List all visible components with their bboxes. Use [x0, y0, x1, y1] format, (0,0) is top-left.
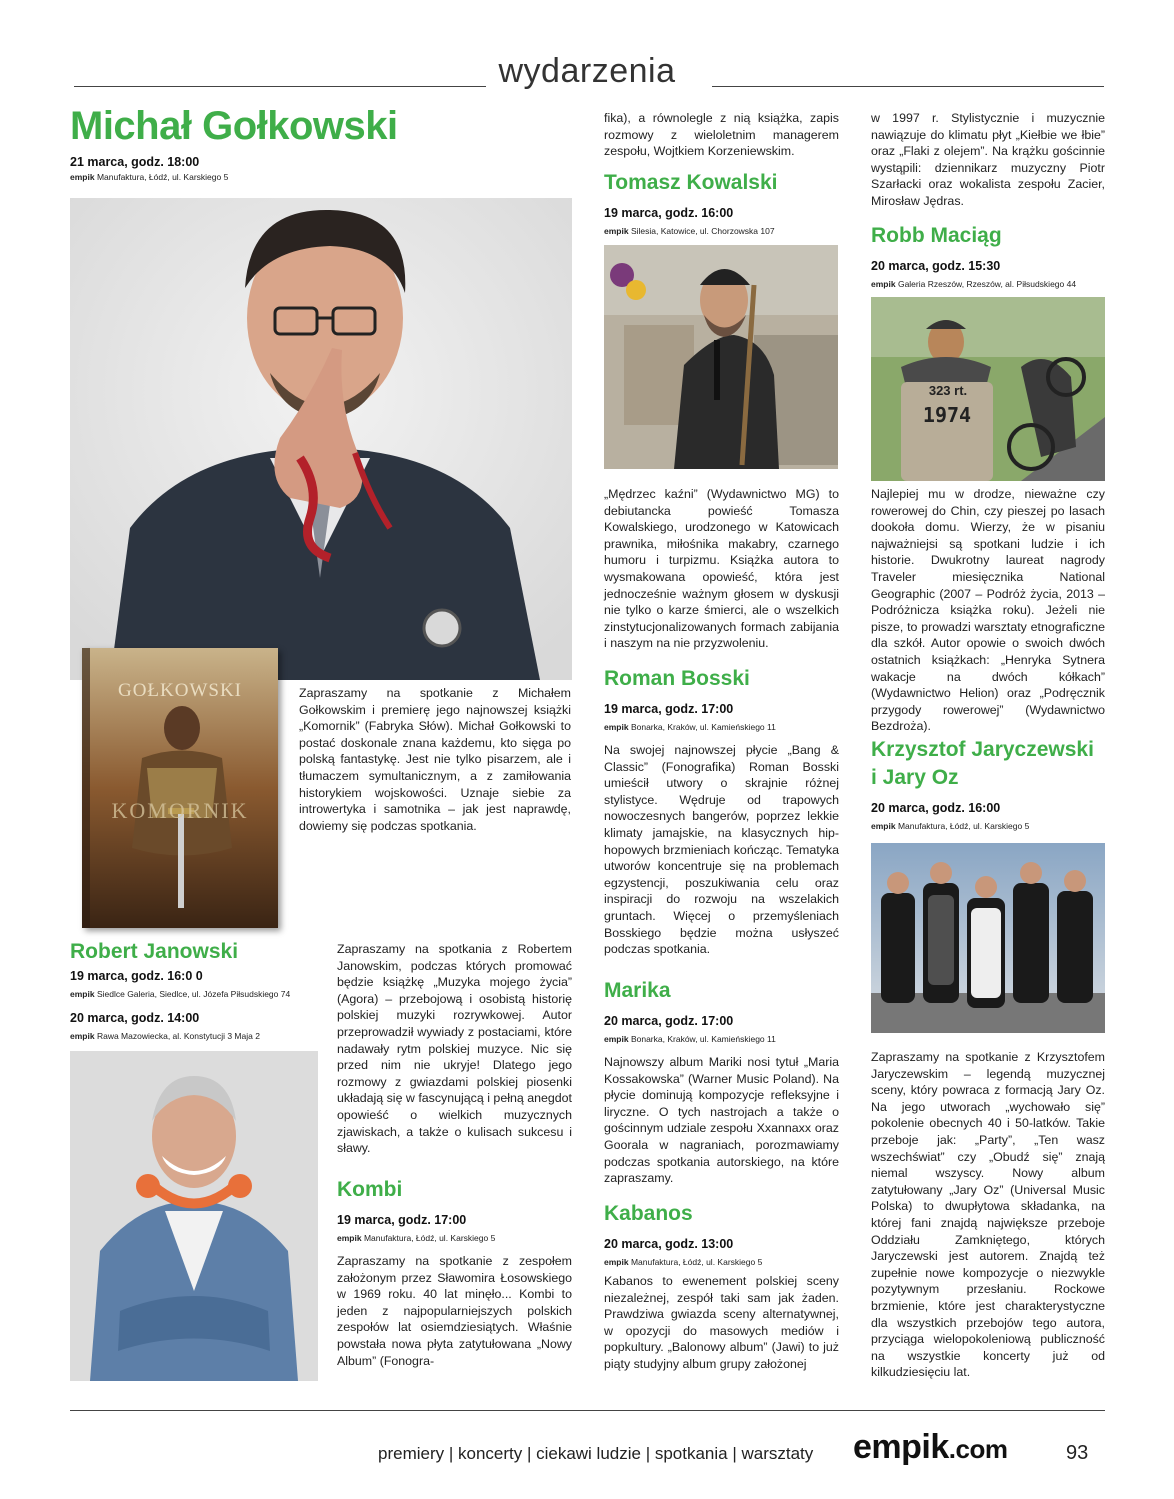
jaryczewski-name-line-2: i Jary Oz [871, 766, 959, 789]
bosski-date: 19 marca, godz. 17:00 [604, 702, 734, 716]
empik-brand: empik [604, 1257, 629, 1267]
golkowski-venue [70, 172, 228, 182]
venue-text: Bonarka, Kraków, ul. Kamieńskiego 11 [630, 722, 776, 732]
empik-brand: empik [70, 989, 95, 999]
empik-brand: empik [604, 226, 629, 236]
maciag-date: 20 marca, godz. 15:30 [871, 259, 1001, 273]
book-author-text: GOŁKOWSKI [117, 680, 243, 701]
janowski-name: Robert Janowski [70, 940, 239, 963]
janowski-text: Zapraszamy na spotkania z Robertem Janowskim, podczas których promować będzie książkę „Muzyka mojego życia” (Agora) – przebojową i osobistą historię polskiej muzyki rozrywkowej. Autor przeprowadził wywiady z postaciami, które nadawały rytm polskiej muzyce. Nic się przed nim nie ukryje! Dlatego jego rozmowy z gwiazdami polskiej piosenki układają się w fascynującą i pełną anegdot opowieść o wielkich muzycznych zjawiskach, a także o kulisach sukcesu i sławy. [337, 942, 572, 1156]
golkowski-photo [70, 198, 572, 680]
footer-rule [70, 1410, 1105, 1411]
venue-text: Manufaktura, Łódź, ul. Karskiego 5 [630, 1257, 763, 1267]
kabanos-text-continued: w 1997 r. Stylistycznie i muzycznie nawiązuje do klimatu płyt „Kiełbie we łbie” oraz „Flaki z olejem”. Na krążku gościnnie wystąpili: dziennikarz muzyczny Piotr Szarłacki oraz wokalista zespołu Zacier, Mirosław Jędras. [871, 111, 1105, 208]
kombi-date: 19 marca, godz. 17:00 [337, 1213, 467, 1227]
page-number: 93 [1066, 1442, 1089, 1464]
empik-brand: empik [871, 279, 896, 289]
marika-text: Najnowszy album Mariki nosi tytuł „Maria Kossakowska” (Warner Music Poland). Na płycie dominują kompozycje refleksyjne i liryczne. O tych nastrojach a także o gościnnym udziale zespołu Xxannaxx oraz Goorala w nagraniach, porozmawiamy podczas spotkania autorskiego, na które zapraszamy. [604, 1055, 839, 1186]
kabanos-name: Kabanos [604, 1202, 693, 1225]
bosski-venue [604, 722, 776, 732]
jaryczewski-name-line-1: Krzysztof Jaryczewski [871, 738, 1094, 761]
janowski-date-2: 20 marca, godz. 14:00 [70, 1011, 200, 1025]
kabanos-text: Kabanos to ewenement polskiej sceny niezależnej, zespół taki sam jak żaden. Prawdziwa gwiazda sceny alternatywnej, w opozycji do masowych mediów i popkultury. „Balonowy album” (Jawi) to już piąty studyjny album grupy założonej [604, 1274, 839, 1371]
janowski-venue-1 [70, 989, 320, 999]
jaryczewski-text: Zapraszamy na spotkanie z Krzysztofem Jaryczewskim – legendą muzycznej sceny, który powraca z formacją Jary Oz. Na jego utworach „wychowało się” pokolenie obecnych 40 i 50-latków. Takie przeboje jak: „Party”, „Ten wasz wszechświat” czy „Obudź się” znają niemal wszyscy. Nowy album zatytułowany „Jary Oz” (Universal Music Polska) to dwupłytowa składanka, na której fani znajdą największe przeboje Oddziału Zamkniętego, których Jaryczewski jest autorem. Znajdą też zupełnie nowe kompozycje o niezwykle pozytywnym przesłaniu. Rockowe brzmienie, które jest charakterystyczne dla wszystkich przebojów tego autora, przyciąga wielopokoleniową publiczność na wszystkie koncerty już od kilkudziesięciu lat. [871, 1050, 1105, 1380]
empik-brand: empik [604, 1034, 629, 1044]
jaryczewski-photo [871, 843, 1105, 1033]
janowski-photo [70, 1051, 318, 1381]
empik-brand: empik [871, 821, 896, 831]
venue-text: Manufaktura, Łódź, ul. Karskiego 5 [897, 821, 1030, 831]
marika-venue [604, 1034, 776, 1044]
jaryczewski-date: 20 marca, godz. 16:00 [871, 801, 1001, 815]
marika-date: 20 marca, godz. 17:00 [604, 1014, 734, 1028]
janowski-venue-2 [70, 1031, 320, 1041]
venue-text: Manufaktura, Łódź, ul. Karskiego 5 [96, 172, 229, 182]
kombi-text: Zapraszamy na spotkanie z zespołem założonym przez Sławomira Łosowskiego w 1969 roku. 40 lat minęło... Kombi to jeden z najpopularniejszych polskich zespołów lat osiemdziesiątych. Właśnie powstała nowa płyta zatytułowana „Nowy Album” (Fonogra- [337, 1254, 572, 1368]
jaryczewski-venue [871, 821, 1029, 831]
kabanos-date: 20 marca, godz. 13:00 [604, 1237, 734, 1251]
kombi-name: Kombi [337, 1178, 403, 1201]
stone-marking-year: 1974 [922, 403, 972, 427]
empik-brand: empik [70, 172, 95, 182]
golkowski-name: Michał Gołkowski [70, 104, 398, 148]
book-title-text: KOMORNIK [111, 798, 249, 823]
venue-text: Silesia, Katowice, ul. Chorzowska 107 [630, 226, 775, 236]
empik-logo [853, 1428, 1007, 1467]
venue-text: Rawa Mazowiecka, al. Konstytucji 3 Maja 2 [96, 1031, 260, 1041]
golkowski-text: Zapraszamy na spotkanie z Michałem Gołkowskim i premierę jego najnowszej książki „Komornik” (Fabryka Słów). Michał Gołkowski to postać doskonale znana każdemu, kto sięga po polską fantastykę. Jest nie tylko pisarzem, ale i tłumaczem symultanicznym, a z zamiłowania historykiem wojskowości. Uznaje siebie za introwertyka i samotnika – jak jest naprawdę, dowiemy się podczas spotkania. [299, 686, 571, 833]
stone-marking-top: 323 rt. [928, 383, 968, 398]
empik-brand: empik [70, 1031, 95, 1041]
kombi-text-continued: fika), a równolegle z nią książka, zapis rozmowy z wieloletnim managerem zespołu, Wojtkiem Korzeniewskim. [604, 111, 839, 159]
bosski-text: Na swojej najnowszej płycie „Bang & Classic” (Fonografika) Roman Bosski umieścił utwory o skrajnie różnej stylistyce. Wędruje od trapowych nowoczesnych bangerów, poprzez lekkie klimaty jamajskie, na klasycznych hip-hopowych brzmieniach kończąc. Tematyka utworów koncentruje się na problemach egzystencji, poszukiwania celu oraz inspiracji do rozwoju na wszelakich gruntach. Więcej o przemyśleniach Bosskiego będzie można usłyszeć podczas spotkania. [604, 743, 839, 957]
logo-text: empik [853, 1428, 949, 1466]
kowalski-photo [604, 245, 838, 469]
janowski-date-1: 19 marca, godz. 16:0 0 [70, 969, 203, 983]
venue-text: Galeria Rzeszów, Rzeszów, al. Piłsudskiego 44 [897, 279, 1077, 289]
venue-text: Manufaktura, Łódź, ul. Karskiego 5 [363, 1233, 496, 1243]
marika-name: Marika [604, 979, 671, 1002]
section-title: wydarzenia [498, 52, 676, 90]
kombi-venue [337, 1233, 495, 1243]
kowalski-text: „Mędrzec kaźni” (Wydawnictwo MG) to debiutancka powieść Tomasza Kowalskiego, urodzonego w Katowicach prawnika, miłośnika makabry, czarnego humoru i turpizmu. Książka autora to wysmakowana opowieść, która jest jednocześnie ważnym głosem w dyskusji nie tylko o karze śmierci, ale o wszelkich zinstytucjonalizowanych formach zabijania i naszym na nie przyzwoleniu. [604, 487, 839, 651]
maciag-venue [871, 279, 1076, 289]
kowalski-name: Tomasz Kowalski [604, 171, 778, 194]
empik-brand: empik [604, 722, 629, 732]
header-rule-right [712, 86, 1104, 87]
empik-brand: empik [337, 1233, 362, 1243]
golkowski-date: 21 marca, godz. 18:00 [70, 155, 200, 169]
venue-text: Bonarka, Kraków, ul. Kamieńskiego 11 [630, 1034, 776, 1044]
footer-category-nav: premiery | koncerty | ciekawi ludzie | spotkania | warsztaty [378, 1444, 814, 1463]
golkowski-book-cover [82, 648, 278, 928]
maciag-text: Najlepiej mu w drodze, nieważne czy rowerowej do Chin, czy pieszej po lasach dookoła domu. Wierzy, że w pisaniu najważniejsi są spotkani ludzie i ich historie. Dwukrotny laureat nagrody Traveler miesięcznika National Geographic (2007 – Podróż życia, 2013 – Podróżnicza książka roku). Jeżeli nie pisze, to prowadzi warsztaty etnograficzne dla szkół. Autor opowie o swoich dwóch ostatnich książkach: „Henryka Sytnera wakacje na dwóch kółkach” (Wydawnictwo Helion) oraz „Podręcznik przygody rowerowej” (Wydawnictwo Bezdroża). [871, 487, 1105, 734]
kowalski-venue [604, 226, 775, 236]
logo-suffix: .com [948, 1434, 1008, 1464]
venue-text: Siedlce Galeria, Siedlce, ul. Józefa Piłsudskiego 74 [96, 989, 291, 999]
kowalski-date: 19 marca, godz. 16:00 [604, 206, 734, 220]
bosski-name: Roman Bosski [604, 667, 750, 690]
maciag-photo [871, 297, 1105, 481]
maciag-name: Robb Maciąg [871, 224, 1002, 247]
kabanos-venue [604, 1257, 762, 1267]
